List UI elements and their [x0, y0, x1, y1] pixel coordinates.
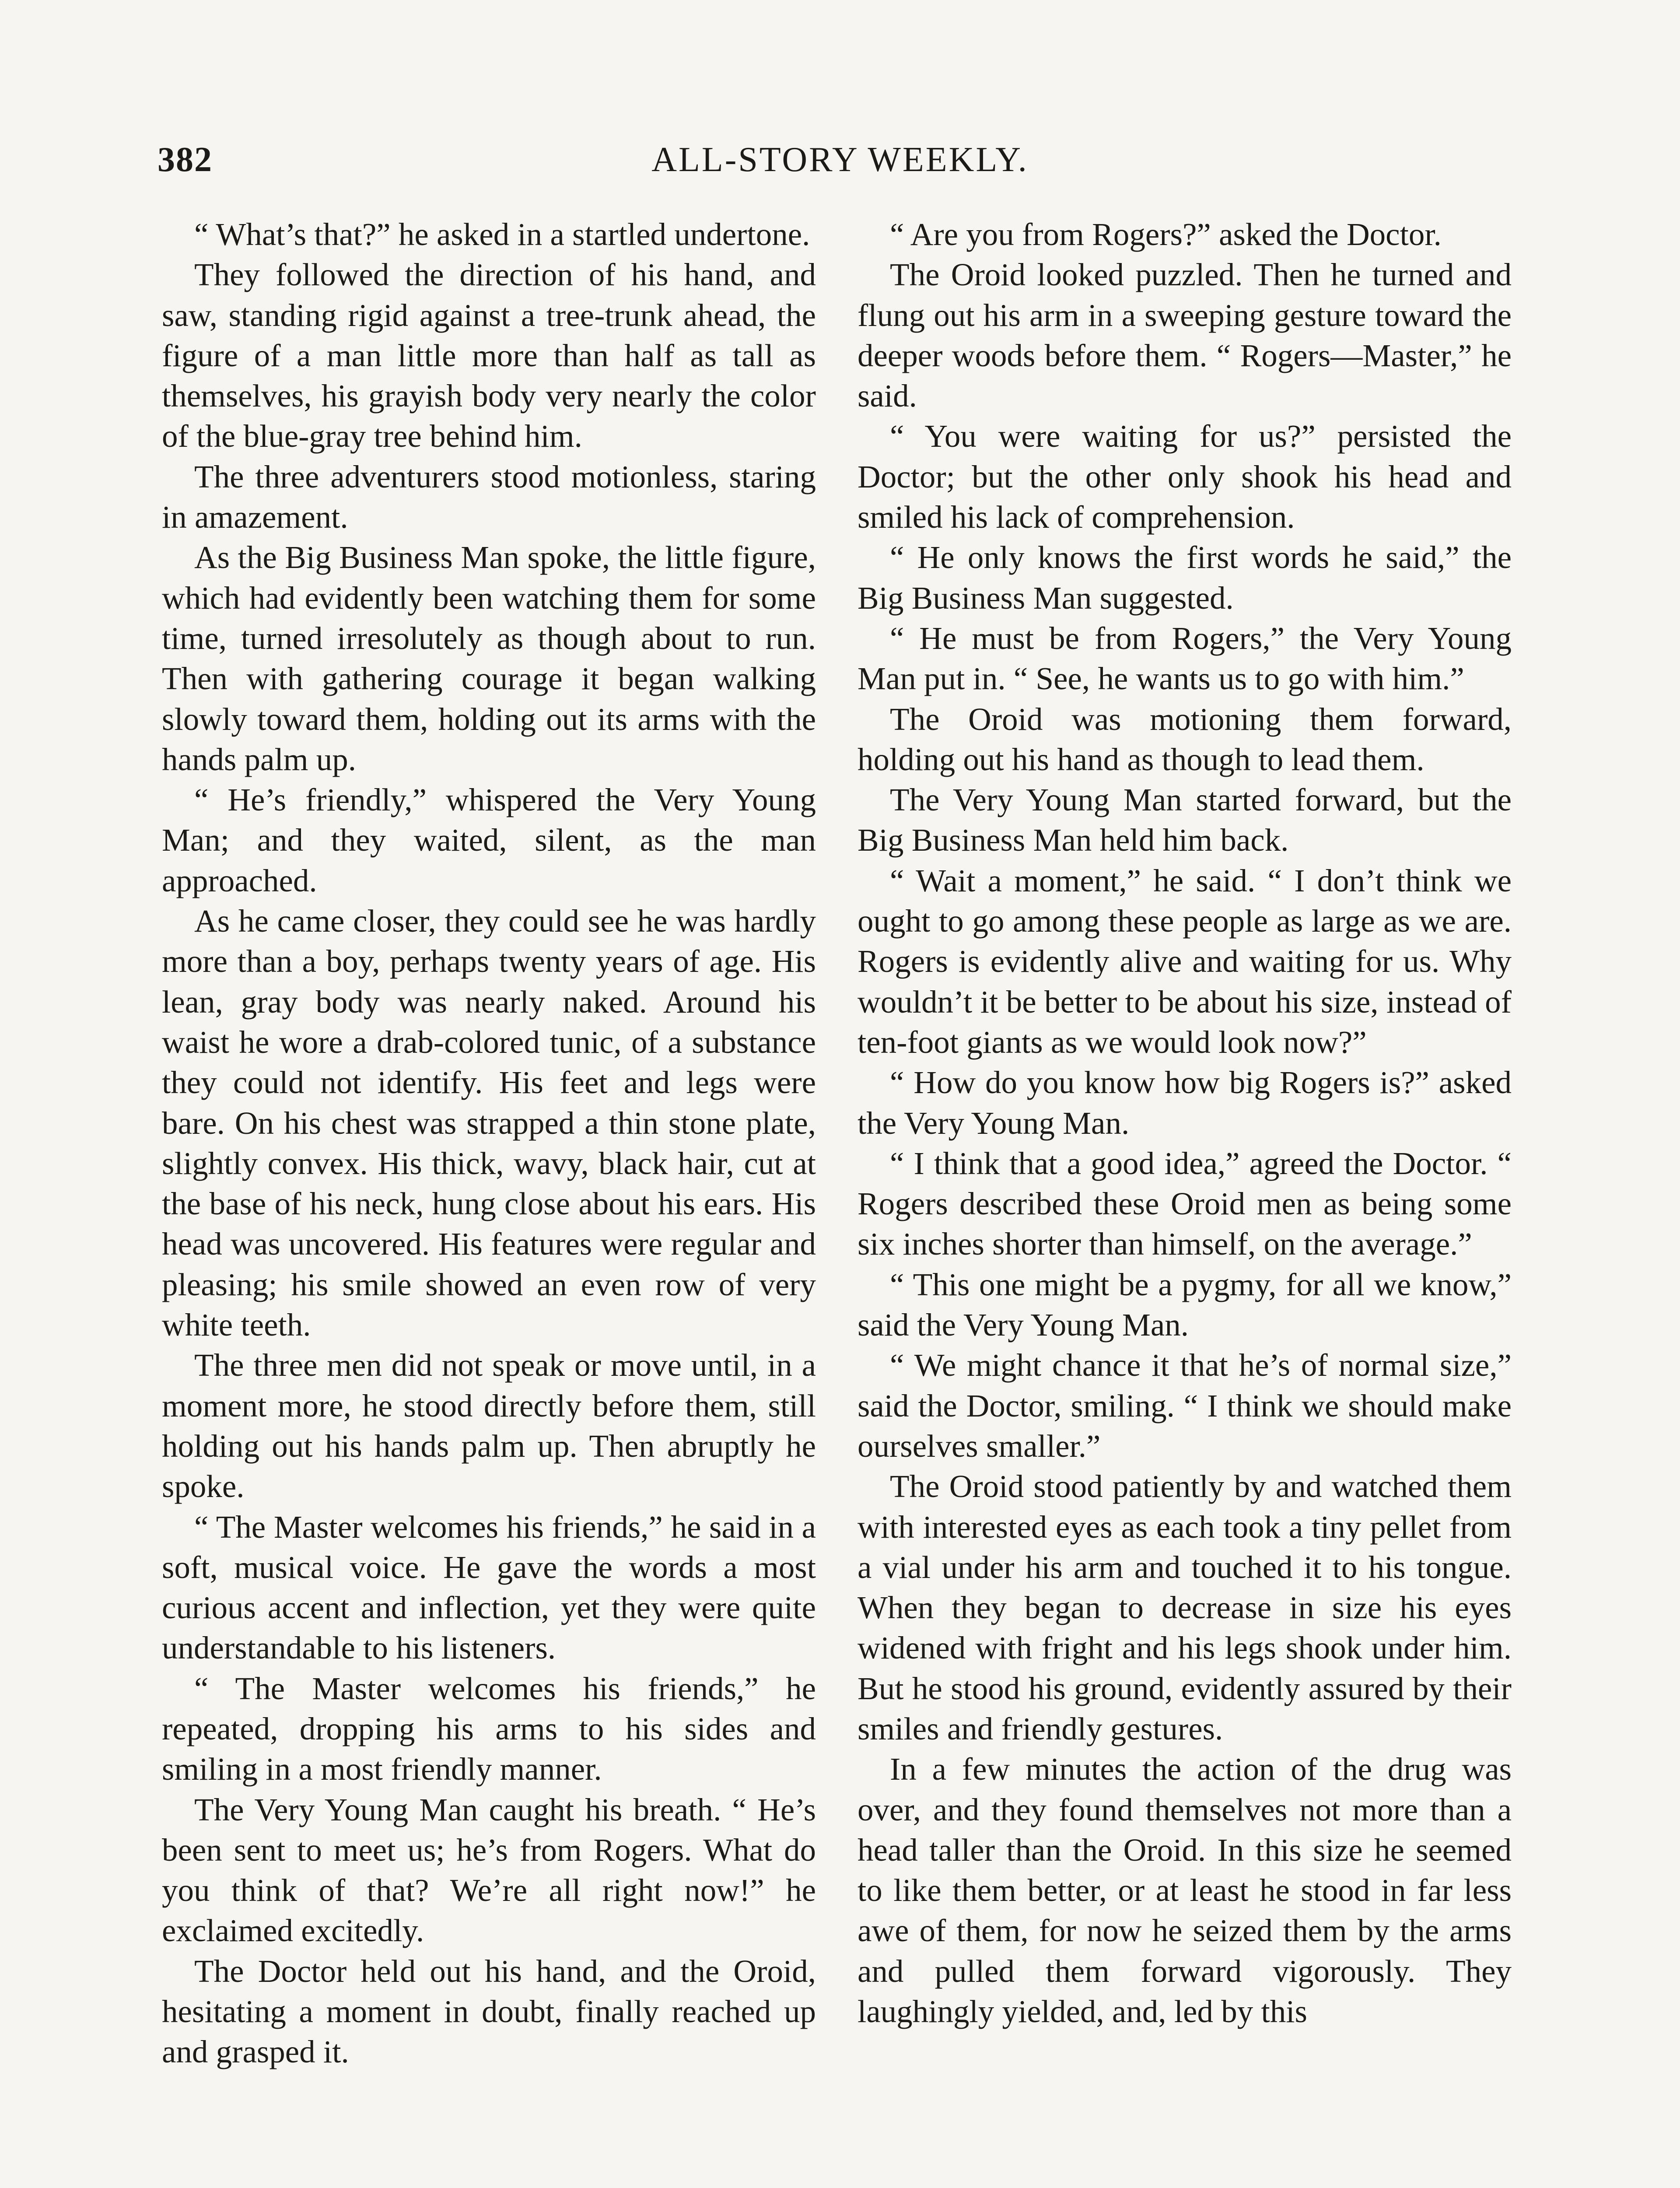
paragraph: The Doctor held out his hand, and the Oroid, hesitating a moment in doubt, finally reached up and grasped it.: [162, 1953, 816, 2070]
paragraph: They followed the direction of his hand, and saw, standing rigid against a tree-trunk ahead, the figure of a man little more than half as tall as themselves, his grayish body very nearly the color of the blue-gray tree behind him.: [162, 257, 816, 454]
left-column: [162, 214, 816, 2072]
paragraph: “ The Master welcomes his friends,” he said in a soft, musical voice. He gave the words a most curious accent and inflection, yet they were quite understandable to his listeners.: [162, 1509, 816, 1666]
paragraph: As he came closer, they could see he was hardly more than a boy, perhaps twenty years of age. His lean, gray body was nearly naked. Around his waist he wore a drab-colored tunic, of a substance they could not identify. His feet and legs were bare. On his chest was strapped a thin stone plate, slightly convex. His thick, wavy, black hair, cut at the base of his neck, hung close about his ears. His head was uncovered. His features were regular and pleasing; his smile showed an even row of very white teeth.: [162, 903, 816, 1343]
paragraph: “ He must be from Rogers,” the Very Young Man put in. “ See, he wants us to go with him.”: [858, 620, 1512, 697]
paragraph: “ He’s friendly,” whispered the Very Young Man; and they waited, silent, as the man approached.: [162, 782, 816, 898]
paragraph: “ We might chance it that he’s of normal size,” said the Doctor, smiling. “ I think we should make ourselves smaller.”: [858, 1347, 1512, 1464]
page-number: 382: [158, 140, 213, 179]
paragraph: “ What’s that?” he asked in a startled undertone.: [194, 217, 810, 252]
paragraph: “ The Master welcomes his friends,” he repeated, dropping his arms to his sides and smiling in a most friendly manner.: [162, 1670, 816, 1787]
paragraph: The three adventurers stood motionless, staring in amazement.: [162, 459, 816, 535]
paragraph: The Oroid stood patiently by and watched them with interested eyes as each took a tiny pellet from a vial under his arm and touched it to his tongue. When they began to decrease in size his eyes widened with fright and his legs shook under him. But he stood his ground, evidently assured by their smiles and friendly gestures.: [858, 1469, 1512, 1746]
paragraph: “ You were waiting for us?” persisted the Doctor; but the other only shook his head and smiled his lack of comprehension.: [858, 418, 1512, 535]
paragraph: “ How do you know how big Rogers is?” asked the Very Young Man.: [858, 1065, 1512, 1141]
paragraph: “ He only knows the first words he said,” the Big Business Man suggested.: [858, 540, 1512, 616]
right-column: [858, 214, 1512, 2032]
paragraph: The Very Young Man caught his breath. “ He’s been sent to meet us; he’s from Rogers. What do you think of that? We’re all right now!” he exclaimed excitedly.: [162, 1792, 816, 1949]
paragraph: “ Are you from Rogers?” asked the Doctor.: [890, 217, 1442, 252]
paragraph: “ This one might be a pygmy, for all we know,” said the Very Young Man.: [858, 1266, 1512, 1343]
running-title: ALL-STORY WEEKLY.: [651, 140, 1029, 179]
paragraph: The three men did not speak or move until, in a moment more, he stood directly before them, still holding out his hands palm up. Then abruptly he spoke.: [162, 1347, 816, 1504]
paragraph: The Oroid was motioning them forward, holding out his hand as though to lead them.: [858, 701, 1512, 777]
paragraph: “ Wait a moment,” he said. “ I don’t think we ought to go among these people as large as we are. Rogers is evidently alive and waiting for us. Why wouldn’t it be better to be about his size, instead of ten-foot giants as we would look now?”: [858, 863, 1512, 1060]
paragraph: As the Big Business Man spoke, the little figure, which had evidently been watching them for some time, turned irresolutely as though about to run. Then with gathering courage it began walking slowly toward them, holding out its arms with the hands palm up.: [162, 540, 816, 777]
page-header: [158, 140, 1522, 188]
paragraph: The Oroid looked puzzled. Then he turned and flung out his arm in a sweeping gesture toward the deeper woods before them. “ Rogers—Master,” he said.: [858, 257, 1512, 414]
paragraph: “ I think that a good idea,” agreed the Doctor. “ Rogers described these Oroid men as being some six inches shorter than himself, on the average.”: [858, 1145, 1512, 1262]
paragraph: The Very Young Man started forward, but the Big Business Man held him back.: [858, 782, 1512, 858]
paragraph: In a few minutes the action of the drug was over, and they found themselves not more than a head taller than the Oroid. In this size he seemed to like them better, or at least he stood in far less awe of them, for now he seized them by the arms and pulled them forward vigorously. They laughingly yielded, and, led by this: [858, 1751, 1512, 2030]
